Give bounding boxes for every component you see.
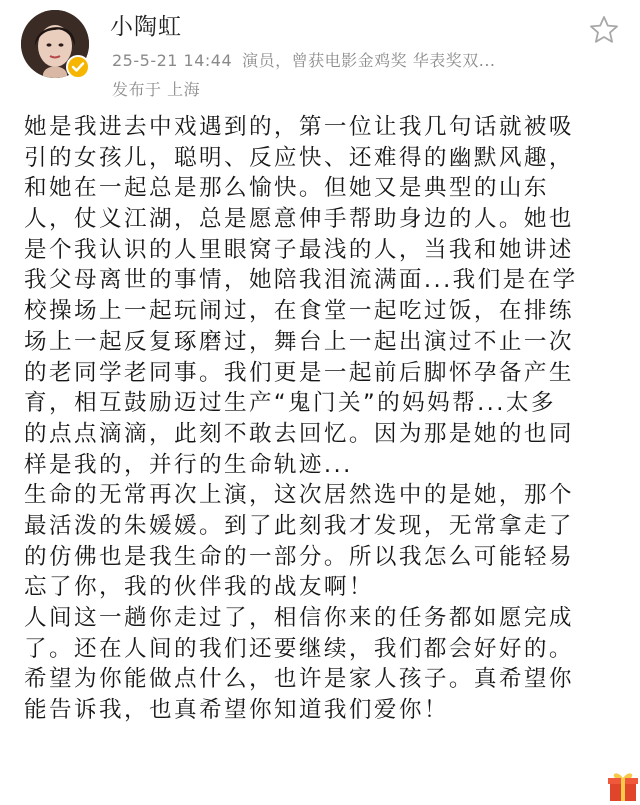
post-text-line: 能告诉我，也真希望你知道我们爱你！	[24, 697, 449, 724]
post-text-line: 希望为你能做点什么，也许是家人孩子。真希望你	[24, 666, 574, 693]
post-text-line: 我父母离世的事情，她陪我泪流满面...我们是在学	[24, 267, 578, 294]
post-text-line: 的点点滴滴，此刻不敢去回忆。因为那是她的也同	[24, 420, 574, 447]
post-meta	[112, 48, 496, 71]
post-text-line: 的仿佛也是我生命的一部分。所以我怎么可能轻易	[24, 543, 574, 570]
author-description: 演员，曾获电影金鸡奖 华表奖双...	[242, 51, 496, 70]
post-text-line: 了。还在人间的我们还要继续，我们都会好好的。	[24, 635, 574, 662]
post-text-line: 育，相互鼓励迈过生产“鬼门关”的妈妈帮...太多	[24, 390, 556, 417]
post-text-line: 忘了你，我的伙伴我的战友啊！	[24, 574, 374, 601]
author-name[interactable]: 小陶虹	[110, 14, 182, 40]
post-text-line: 样是我的，并行的生命轨迹...	[24, 451, 353, 478]
post-text-line: 生命的无常再次上演，这次居然选中的是她，那个	[24, 482, 574, 509]
post-text-line: 和她在一起总是那么愉快。但她又是典型的山东	[24, 175, 549, 202]
post-timestamp: 25-5-21 14:44	[112, 51, 233, 70]
post-text-line: 的老同学老同事。我们更是一起前后脚怀孕备产生	[24, 359, 574, 386]
verified-badge-icon	[66, 55, 90, 79]
post-body	[24, 112, 634, 726]
post-text-line: 人，仗义江湖，总是愿意伸手帮助身边的人。她也	[24, 206, 574, 233]
gift-icon[interactable]	[606, 770, 640, 801]
star-outline-icon[interactable]	[588, 14, 620, 46]
post-text-line: 是个我认识的人里眼窝子最浅的人，当我和她讲述	[24, 236, 574, 263]
post-text-line: 引的女孩儿，聪明、反应快、还难得的幽默风趣，	[24, 144, 574, 171]
post-text-line: 最活泼的朱媛媛。到了此刻我才发现，无常拿走了	[24, 512, 574, 539]
post-header	[0, 0, 640, 108]
post-text-line: 场上一起反复琢磨过，舞台上一起出演过不止一次	[24, 328, 574, 355]
post-text-line: 她是我进去中戏遇到的，第一位让我几句话就被吸	[24, 114, 574, 140]
post-text-line: 人间这一趟你走过了，相信你来的任务都如愿完成	[24, 605, 574, 631]
post-text-line: 校操场上一起玩闹过，在食堂一起吃过饭，在排练	[24, 298, 574, 325]
post-location: 发布于 上海	[112, 80, 201, 99]
